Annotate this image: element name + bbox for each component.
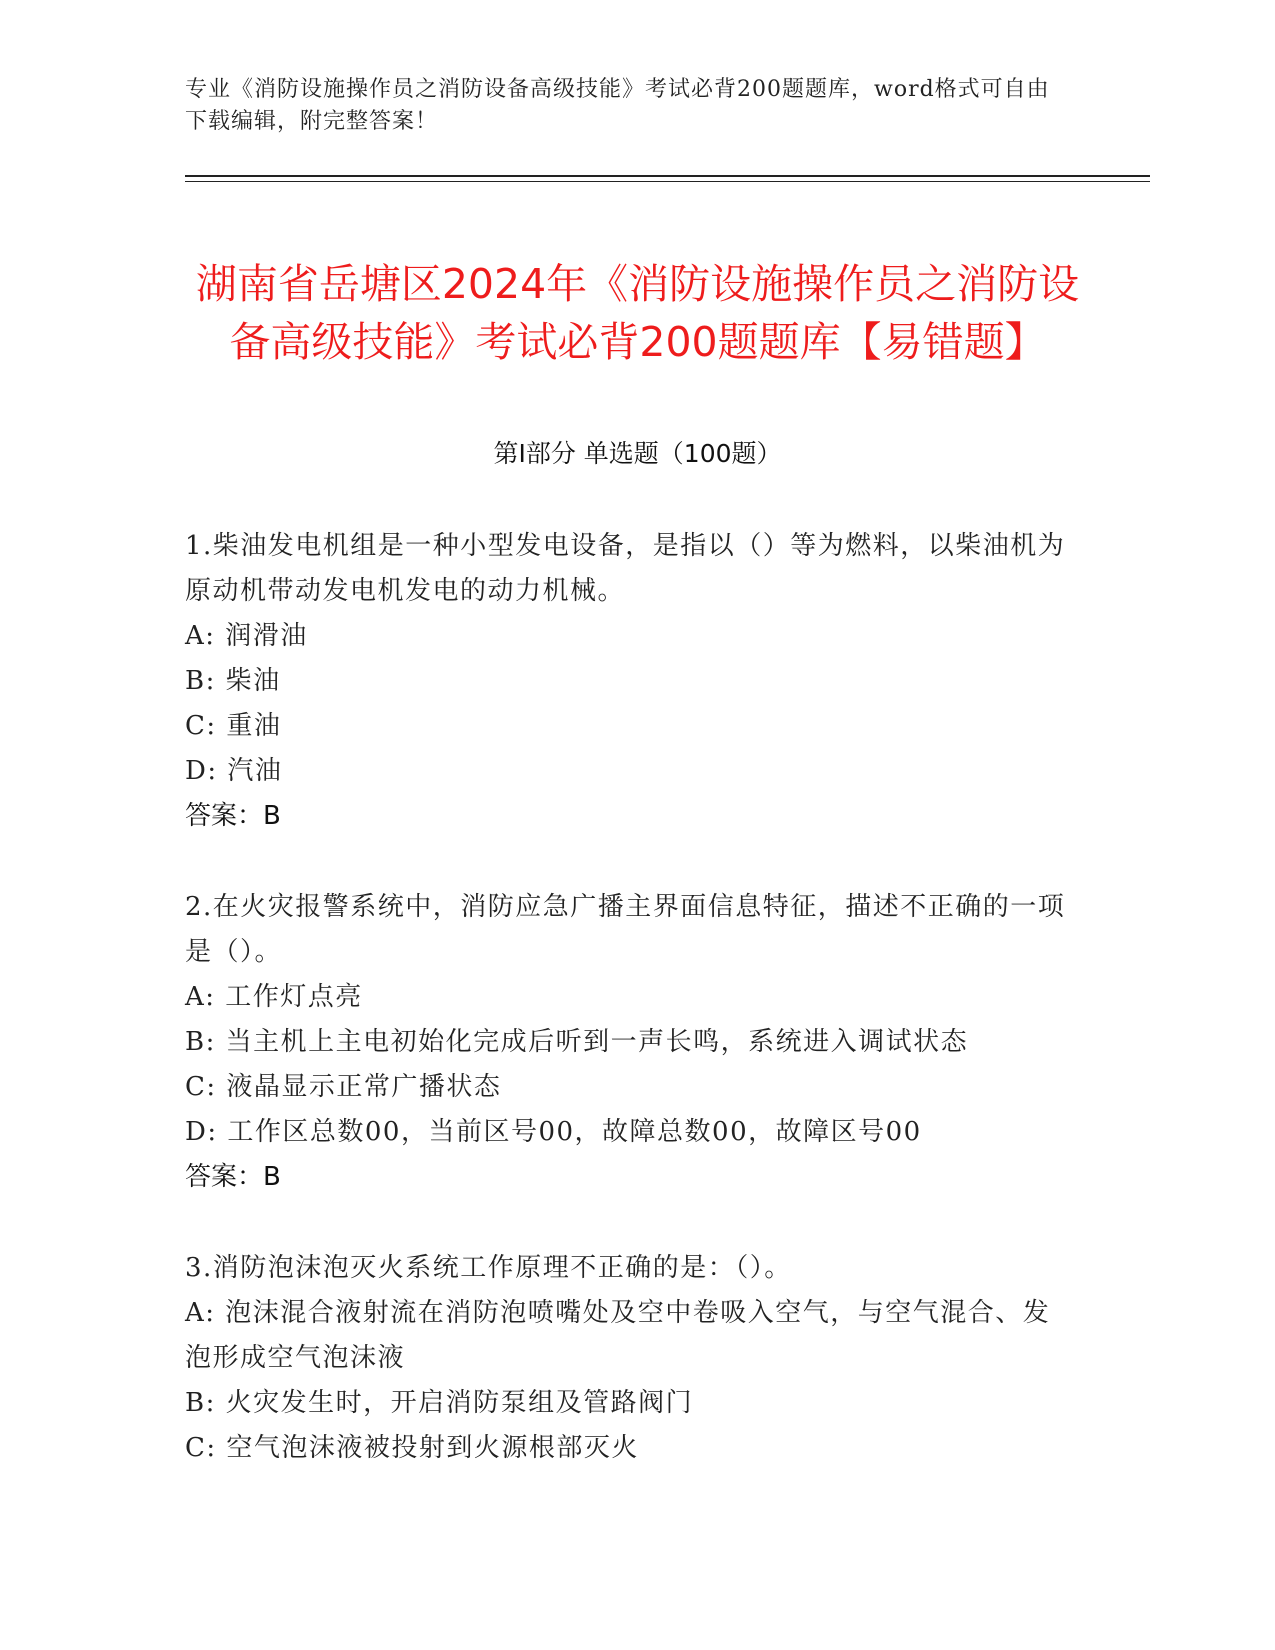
option-a: A: 工作灯点亮 — [185, 982, 363, 1012]
option-b: B: 火灾发生时，开启消防泵组及管路阀门 — [185, 1388, 694, 1418]
question-text: 2.在火灾报警系统中，消防应急广播主界面信息特征，描述不正确的一项是（）。 — [185, 892, 1066, 967]
question-text: 1.柴油发电机组是一种小型发电设备，是指以（）等为燃料，以柴油机为原动机带动发电机发电的动力机械。 — [185, 531, 1066, 606]
option-d: D: 汽油 — [185, 756, 283, 786]
option-c: C: 液晶显示正常广播状态 — [185, 1072, 502, 1102]
answer-line: 答案：B — [185, 1162, 281, 1192]
header-note: 专业《消防设施操作员之消防设备高级技能》考试必背200题题库，word格式可自由下载编辑，附完整答案！ — [185, 77, 1050, 134]
option-c: C: 空气泡沫液被投射到火源根部灭火 — [185, 1433, 639, 1463]
header-rule-thick — [185, 175, 1150, 177]
question-list — [185, 524, 1075, 1517]
header-rule-thin — [185, 181, 1150, 182]
question-3 — [185, 1246, 1075, 1471]
question-2 — [185, 885, 1075, 1200]
option-c: C: 重油 — [185, 711, 282, 741]
question-1 — [185, 524, 1075, 839]
option-b: B: 柴油 — [185, 666, 281, 696]
option-a: A: 润滑油 — [185, 621, 308, 651]
section-title: 第I部分 单选题（100题） — [493, 439, 782, 468]
answer-line: 答案：B — [185, 801, 281, 831]
option-d: D: 工作区总数00，当前区号00，故障总数00，故障区号00 — [185, 1117, 922, 1147]
option-a: A: 泡沫混合液射流在消防泡喷嘴处及空中卷吸入空气，与空气混合、发泡形成空气泡沫液 — [185, 1298, 1051, 1373]
document-title: 湖南省岳塘区2024年《消防设施操作员之消防设备高级技能》考试必背200题题库【易错题】 — [195, 260, 1080, 367]
question-text: 3.消防泡沫泡灭火系统工作原理不正确的是：（）。 — [185, 1253, 792, 1283]
option-b: B: 当主机上主电初始化完成后听到一声长鸣，系统进入调试状态 — [185, 1027, 969, 1057]
